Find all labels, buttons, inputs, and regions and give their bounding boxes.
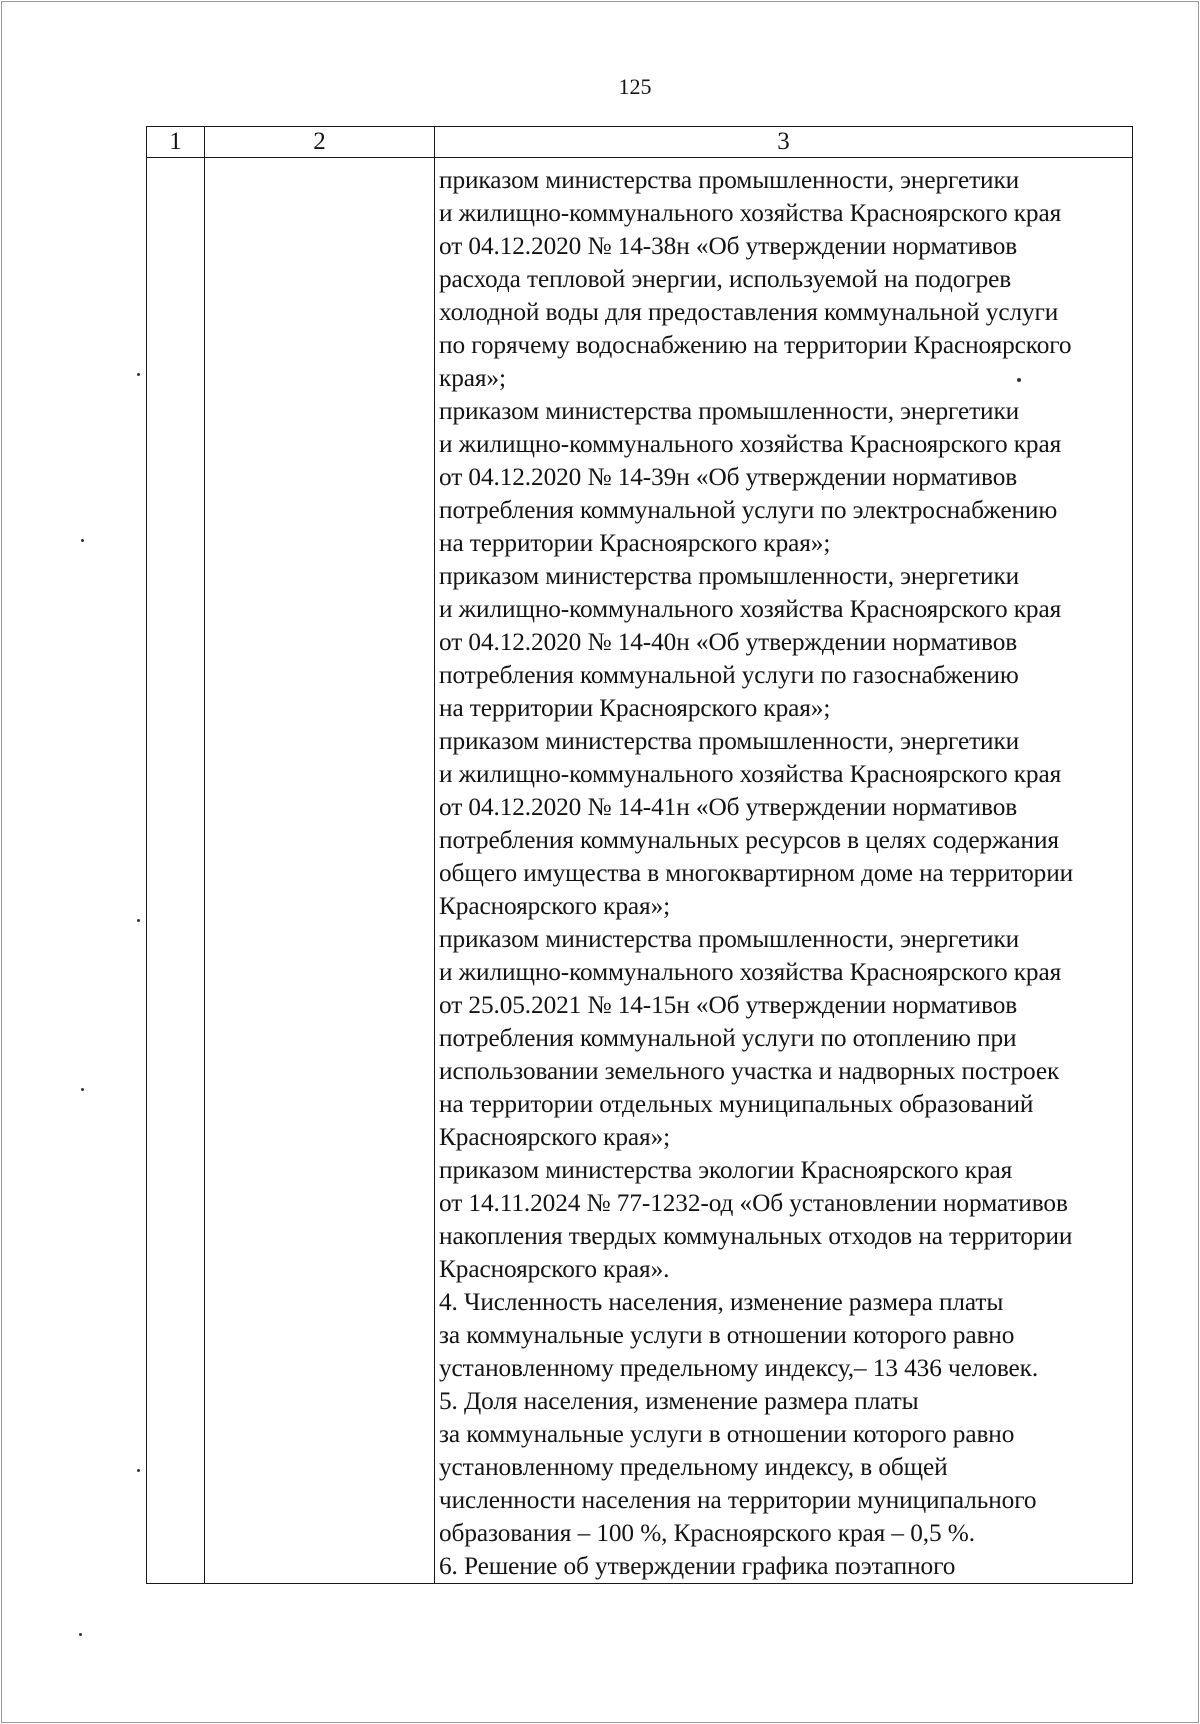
text-line: от 04.12.2020 № 14-40н «Об утверждении нормативов: [439, 628, 1018, 656]
text-line: расхода тепловой энергии, используемой на подогрев: [439, 265, 1012, 293]
header-cell-1: 1: [147, 127, 205, 158]
column-3-text: [435, 158, 1132, 1583]
text-line: накопления твердых коммунальных отходов на территории: [439, 1222, 1073, 1250]
page-number: 125: [618, 74, 652, 99]
text-line: приказом министерства промышленности, энергетики: [439, 925, 1020, 953]
text-line: приказом министерства промышленности, энергетики: [439, 397, 1020, 425]
text-line: потребления коммунальной услуги по электроснабжению: [439, 496, 1058, 524]
scan-speck: [137, 1469, 140, 1472]
scan-speck: [79, 1633, 82, 1636]
table-header-row: [147, 127, 1133, 158]
text-line: образования – 100 %, Красноярского края – 0,5 %.: [439, 1519, 975, 1547]
header-cell-2: 2: [205, 127, 435, 158]
text-line: края»;: [439, 364, 506, 392]
text-line: на территории Красноярского края»;: [439, 694, 831, 722]
body-cell-2: [205, 158, 435, 1584]
text-line: и жилищно-коммунального хозяйства Красноярского края: [439, 199, 1062, 227]
text-line: потребления коммунальных ресурсов в целях содержания: [439, 826, 1059, 854]
text-line: потребления коммунальной услуги по газоснабжению: [439, 661, 1019, 689]
text-line: за коммунальные услуги в отношении которого равно: [439, 1420, 1015, 1448]
text-line: по горячему водоснабжению на территории Красноярского: [439, 331, 1072, 359]
text-line: приказом министерства экологии Красноярского края: [439, 1156, 1013, 1184]
text-line: Красноярского края»;: [439, 1123, 671, 1151]
text-line: приказом министерства промышленности, энергетики: [439, 727, 1020, 755]
text-line: Красноярского края»;: [439, 892, 671, 920]
text-line: общего имущества в многоквартирном доме на территории: [439, 859, 1074, 887]
scan-speck: [137, 919, 140, 922]
text-line: 6. Решение об утверждении графика поэтапного: [439, 1552, 956, 1580]
scan-speck: [81, 1088, 84, 1091]
text-line: и жилищно-коммунального хозяйства Красноярского края: [439, 595, 1062, 623]
text-line: от 04.12.2020 № 14-39н «Об утверждении нормативов: [439, 463, 1018, 491]
text-line: от 04.12.2020 № 14-38н «Об утверждении нормативов: [439, 232, 1018, 260]
table-body-row: [147, 158, 1133, 1584]
text-line: от 14.11.2024 № 77-1232-од «Об установлении нормативов: [439, 1189, 1068, 1217]
text-line: потребления коммунальной услуги по отоплению при: [439, 1024, 1017, 1052]
text-line: приказом министерства промышленности, энергетики: [439, 166, 1020, 194]
text-line: численности населения на территории муниципального: [439, 1486, 1037, 1514]
text-line: от 25.05.2021 № 14-15н «Об утверждении нормативов: [439, 991, 1018, 1019]
text-line: установленному предельному индексу, в общей: [439, 1453, 948, 1481]
text-line: и жилищно-коммунального хозяйства Красноярского края: [439, 430, 1062, 458]
document-table: [146, 126, 1133, 1584]
text-line: на территории отдельных муниципальных образований: [439, 1090, 1034, 1118]
text-line: 5. Доля населения, изменение размера платы: [439, 1387, 919, 1415]
scan-speck: [137, 373, 140, 376]
text-line: использовании земельного участка и надворных построек: [439, 1057, 1060, 1085]
body-cell-1: [147, 158, 205, 1584]
text-line: установленному предельному индексу,– 13 436 человек.: [439, 1354, 1039, 1382]
text-line: от 04.12.2020 № 14-41н «Об утверждении нормативов: [439, 793, 1018, 821]
scan-speck: [1017, 378, 1021, 382]
text-line: Красноярского края».: [439, 1255, 670, 1283]
scan-speck: [81, 539, 84, 542]
text-line: и жилищно-коммунального хозяйства Красноярского края: [439, 760, 1062, 788]
text-line: и жилищно-коммунального хозяйства Красноярского края: [439, 958, 1062, 986]
text-line: за коммунальные услуги в отношении которого равно: [439, 1321, 1015, 1349]
text-line: холодной воды для предоставления коммунальной услуги: [439, 298, 1059, 326]
text-line: 4. Численность населения, изменение размера платы: [439, 1288, 1004, 1316]
body-cell-3: [435, 158, 1133, 1584]
text-line: на территории Красноярского края»;: [439, 529, 831, 557]
text-line: приказом министерства промышленности, энергетики: [439, 562, 1020, 590]
header-cell-3: 3: [435, 127, 1133, 158]
